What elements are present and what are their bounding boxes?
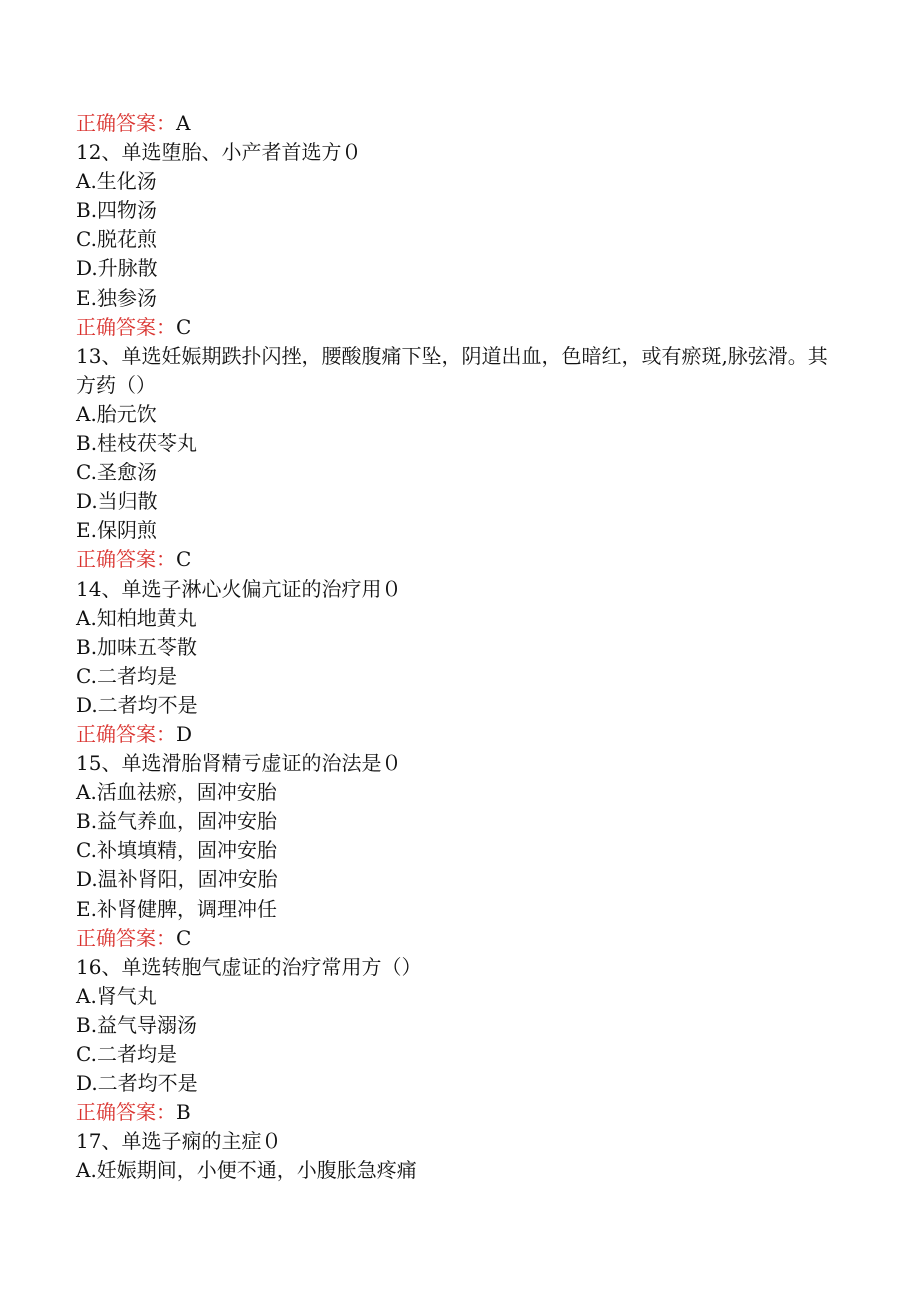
answer-label: 正确答案： — [76, 1100, 176, 1125]
answer-option: C.二者均是 — [76, 663, 177, 688]
answer-line — [76, 720, 856, 749]
answer-option: A.活血祛瘀，固冲安胎 — [76, 780, 277, 805]
answer-value: D — [176, 721, 193, 746]
answer-option: C.补填填精，固冲安胎 — [76, 838, 277, 863]
answer-option: D.二者均不是 — [76, 1071, 198, 1096]
answer-label: 正确答案： — [76, 547, 176, 572]
answer-line — [76, 924, 856, 953]
answer-option: E.保阴煎 — [76, 518, 157, 543]
answer-option: E.补肾健脾，调理冲任 — [76, 896, 277, 921]
answer-option: A.肾气丸 — [76, 983, 157, 1008]
question-list — [76, 109, 856, 1185]
answer-option: C.圣愈汤 — [76, 460, 157, 485]
answer-value: B — [176, 1100, 191, 1125]
answer-option: B.四物汤 — [76, 198, 158, 223]
answer-value: C — [176, 547, 192, 572]
answer-option: B.加味五苓散 — [76, 634, 198, 659]
question-text: 16、单选转胞气虚证的治疗常用方（） — [76, 954, 422, 979]
answer-value: C — [176, 314, 192, 339]
answer-line — [76, 545, 856, 574]
answer-label: 正确答案： — [76, 111, 176, 135]
answer-option: C.脱花煎 — [76, 227, 157, 252]
answer-line — [76, 109, 856, 138]
answer-option: B.桂枝茯苓丸 — [76, 431, 198, 456]
answer-option: B.益气养血，固冲安胎 — [76, 809, 278, 834]
answer-option: D.升脉散 — [76, 256, 158, 281]
answer-value: A — [176, 111, 191, 135]
question-text: 13、单选妊娠期跌扑闪挫，腰酸腹痛下坠，阴道出血，色暗红，或有瘀斑,脉弦滑。其方药（） — [76, 343, 828, 397]
answer-option: C.二者均是 — [76, 1042, 177, 1066]
answer-option: D.二者均不是 — [76, 692, 198, 717]
answer-option: A.生化汤 — [76, 169, 157, 194]
answer-option: D.当归散 — [76, 489, 158, 514]
question-text: 17、单选子痫的主症０ — [76, 1129, 282, 1154]
answer-option: D.温补肾阳，固冲安胎 — [76, 867, 278, 892]
answer-option: B.益气导溺汤 — [76, 1012, 198, 1037]
answer-label: 正确答案： — [76, 925, 176, 950]
answer-option: E.独参汤 — [76, 285, 157, 310]
question-text: 12、单选堕胎、小产者首选方０ — [76, 140, 362, 165]
answer-label: 正确答案： — [76, 721, 176, 746]
answer-value: C — [176, 925, 192, 950]
answer-line — [76, 1098, 856, 1127]
answer-label: 正确答案： — [76, 314, 176, 339]
question-text: 15、单选滑胎肾精亏虚证的治法是０ — [76, 751, 402, 776]
question-text: 14、单选子淋心火偏亢证的治疗用０ — [76, 576, 402, 601]
answer-option: A.妊娠期间，小便不通，小腹胀急疼痛 — [76, 1158, 417, 1183]
answer-option: A.胎元饮 — [76, 401, 157, 426]
answer-option: A.知柏地黄丸 — [76, 605, 197, 630]
answer-line — [76, 313, 856, 342]
